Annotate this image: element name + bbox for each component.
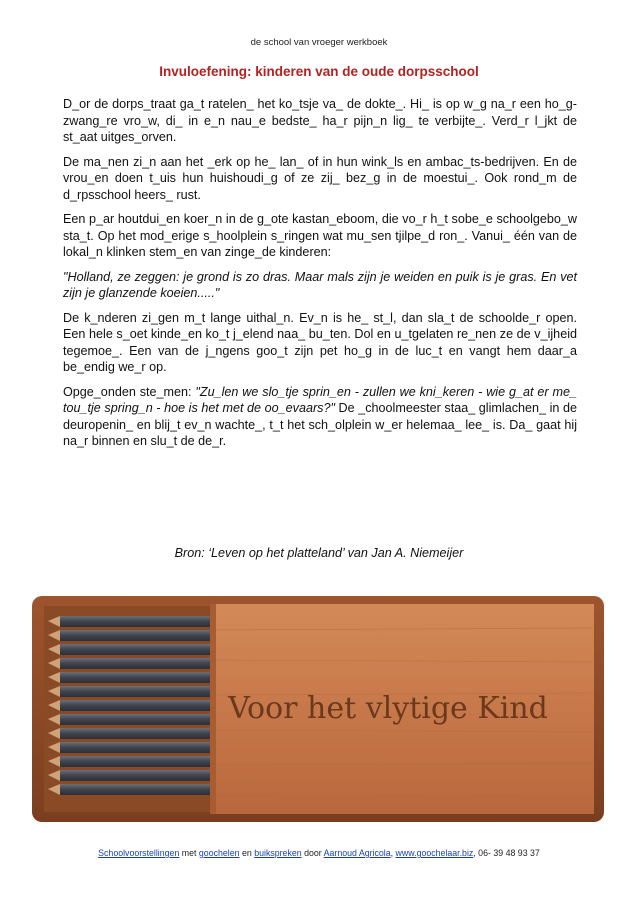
pencil-box-photo [30, 590, 608, 828]
exercise-body [63, 96, 577, 458]
paragraph-4: De k_nderen zi_gen m_t lange uithal_n. Ev_n is he_ st_l, dan sla_t de schoolde_r open. Een hele s_oet kinde_en ko_t j_elend naa_ bu_ten. Dol en u_tgelaten re_nen ze de v_ijheid tegemoe_. Een van de j_ngens goo_t zijn pet ho_g in de luc_t en vangt hem daar_a be_endig we_r op. [63, 310, 577, 374]
paragraph-5 [63, 384, 577, 450]
footer-link-schoolvoorstellingen[interactable]: Schoolvoorstellingen [98, 848, 180, 858]
paragraph-5-rest: De _choolmeester staa_ glimlachen_ in de deuropenin_ en blij_t ev_n wachte_, t_t het sch_olplein w_er helemaa_ lee_ is. Da_ gaat hij na_r binnen en slu_t de de_r. [63, 401, 577, 448]
lid-inscription: Voor het vlytige Kind [228, 691, 548, 726]
page-header: de school van vroeger werkboek [250, 37, 388, 48]
paragraph-2: De ma_nen zi_n aan het _erk op he_ lan_ of in hun wink_ls en ambac_ts-bedrijven. En de vrou_en doen t_uis hun huishoudi_g of ze zij_ bez_g in de moestui_. Ook rond_m de d_rpsschool heers_ rust. [63, 154, 577, 202]
paragraph-5-lead: Opge_onden ste_men: [63, 384, 196, 399]
paragraph-5-quote: "Zu_len we slo_tje sprin_en - zullen we kni_keren - wie g_at er me_ tou_tje spring_n - hoe is het met de oo_evaars?" [63, 384, 577, 415]
footer-link-goochelen[interactable]: goochelen [198, 848, 240, 858]
footer-link-buikspreken[interactable]: buikspreken [254, 848, 302, 858]
footer-phone: , 06- 39 48 93 37 [473, 848, 540, 858]
song-quote: "Holland, ze zeggen: je grond is zo dras. Maar mals zijn je weiden en puik is je gras. En vet zijn je glanzende koeien....." [63, 269, 577, 300]
page-footer: Schoolvoorstellingen met goochelen en buikspreken door Aarnoud Agricola, www.goochelaar.biz, 06- 39 48 93 37 [98, 848, 540, 858]
paragraph-1: D_or de dorps_traat ga_t ratelen_ het ko_tsje va_ de dokte_. Hi_ is op w_g na_r een ho_g-zwang_re vro_w, di_ in e_n nau_e bedste_ ha_r pijn_n lig_ te verbijte_. Verd_r l_jkt de st_aat uitges_orven. [63, 97, 577, 144]
source-citation: Bron: ‘Leven op het platteland’ van Jan A. Niemeijer [174, 546, 464, 560]
exercise-title: Invuloefening: kinderen van de oude dorpsschool [159, 64, 479, 79]
paragraph-3: Een p_ar houtdui_en koer_n in de g_ote kastan_eboom, die vo_r h_t sobe_e schoolgebo_w sta_t. Op het mod_erige s_hoolplein s_ringen wat mu_sen tjilpe_d ron_. Vanui_ één van de lokal_n klinken stem_en van zinge_de kinderen: [63, 212, 577, 259]
footer-link-author[interactable]: Aarnoud Agricola [323, 848, 391, 858]
footer-link-website[interactable]: www.goochelaar.biz [395, 848, 474, 858]
